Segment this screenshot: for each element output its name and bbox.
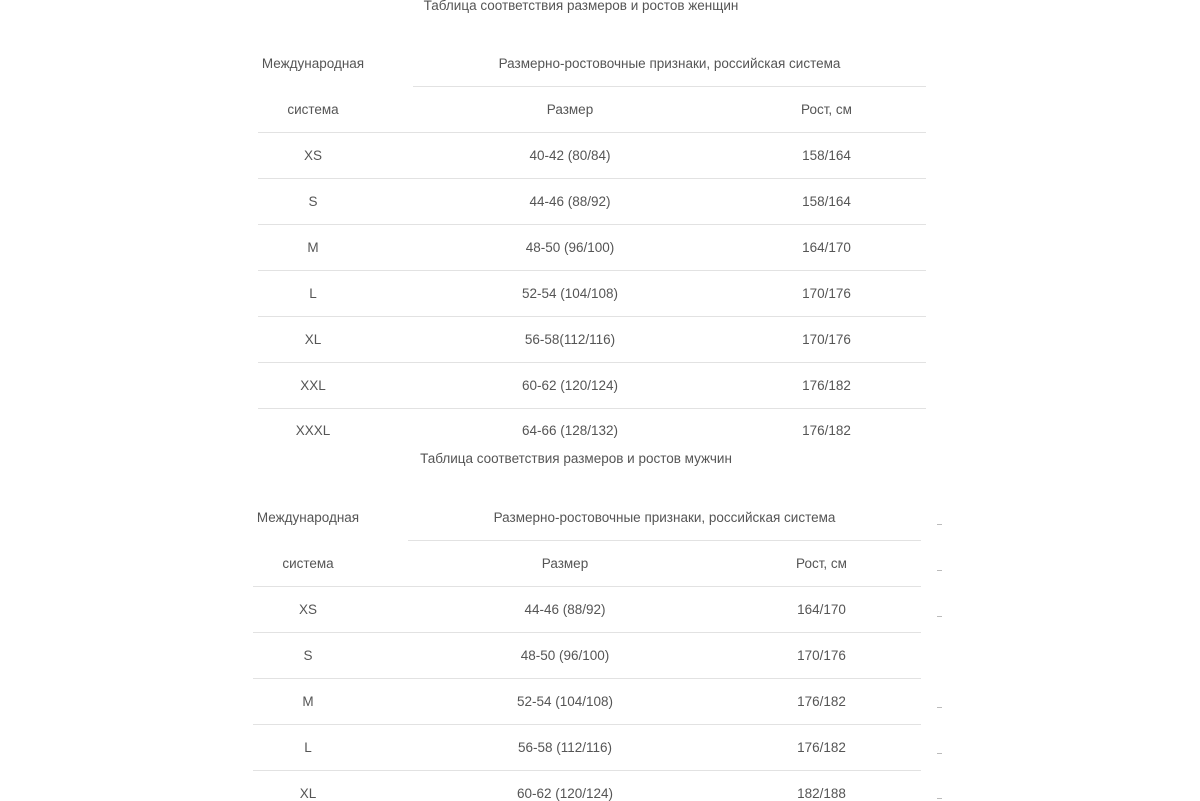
table-row-divider xyxy=(258,224,926,225)
table-cell-growth: 176/182 xyxy=(802,423,851,439)
women-table-caption: Таблица соответствия размеров и ростов женщин xyxy=(423,0,739,13)
women-header-intl-line1: Международная xyxy=(261,56,365,71)
table-cell-intl: XXL xyxy=(300,377,326,393)
table-cell-size: 48-50 (96/100) xyxy=(520,647,610,663)
edge-mark xyxy=(937,753,942,754)
table-cell-size: 60-62 (120/124) xyxy=(521,377,619,393)
table-cell-intl: XL xyxy=(304,331,322,347)
edge-mark xyxy=(937,798,942,799)
table-cell-growth: 176/182 xyxy=(797,739,846,755)
table-cell-size: 44-46 (88/92) xyxy=(529,193,611,209)
men-table-caption: Таблица соответствия размеров и ростов мужчин xyxy=(420,451,732,466)
men-header-intl-line2: система xyxy=(282,556,334,571)
table-cell-growth: 170/176 xyxy=(802,331,851,347)
table-cell-size: 44-46 (88/92) xyxy=(524,602,606,617)
edge-mark xyxy=(937,570,942,571)
edge-mark xyxy=(937,524,942,525)
table-cell-intl: L xyxy=(304,739,312,755)
table-cell-size: 52-54 (104/108) xyxy=(521,285,619,301)
table-cell-growth: 176/182 xyxy=(797,693,846,709)
table-cell-intl: S xyxy=(303,647,313,663)
women-header-divider xyxy=(258,132,926,133)
table-cell-size: 56-58(112/116) xyxy=(524,331,616,347)
men-header-size: Размер xyxy=(541,556,589,571)
men-header-intl-line1: Международная xyxy=(256,510,360,525)
table-cell-size: 52-54 (104/108) xyxy=(516,693,614,709)
table-row-divider xyxy=(258,408,926,409)
table-cell-intl: S xyxy=(308,193,318,209)
table-cell-growth: 164/170 xyxy=(797,602,846,617)
table-cell-intl: XL xyxy=(299,785,317,801)
women-header-growth: Рост, см xyxy=(801,102,852,117)
table-row-divider xyxy=(253,632,921,633)
edge-mark xyxy=(937,616,942,617)
women-header-size: Размер xyxy=(546,102,594,117)
table-cell-intl: M xyxy=(307,239,319,255)
table-cell-intl: XS xyxy=(298,602,317,617)
table-cell-intl: XXXL xyxy=(295,423,331,439)
table-cell-intl: L xyxy=(309,285,317,301)
table-cell-growth: 182/188 xyxy=(797,785,846,801)
table-cell-intl: XS xyxy=(303,148,322,163)
table-row-divider xyxy=(258,178,926,179)
table-row-divider xyxy=(253,724,921,725)
table-row-divider xyxy=(258,270,926,271)
table-row-divider xyxy=(258,316,926,317)
table-cell-size: 48-50 (96/100) xyxy=(525,239,615,255)
table-row-divider xyxy=(253,770,921,771)
edge-mark xyxy=(937,707,942,708)
table-cell-size: 56-58 (112/116) xyxy=(517,739,613,755)
table-cell-intl: M xyxy=(302,693,314,709)
table-cell-growth: 158/164 xyxy=(802,148,851,163)
table-row-divider xyxy=(258,362,926,363)
men-header-group-divider xyxy=(408,540,921,541)
table-row-divider xyxy=(253,678,921,679)
men-header-group: Размерно-ростовочные признаки, российская система xyxy=(493,510,836,525)
table-cell-size: 60-62 (120/124) xyxy=(516,785,614,801)
table-cell-size: 40-42 (80/84) xyxy=(529,148,611,163)
women-header-group-divider xyxy=(413,86,926,87)
men-header-growth: Рост, см xyxy=(796,556,847,571)
men-header-divider xyxy=(253,586,921,587)
table-cell-size: 64-66 (128/132) xyxy=(521,423,619,439)
table-cell-growth: 170/176 xyxy=(797,647,846,663)
table-cell-growth: 164/170 xyxy=(802,239,851,255)
table-cell-growth: 170/176 xyxy=(802,285,851,301)
table-cell-growth: 176/182 xyxy=(802,377,851,393)
women-header-group: Размерно-ростовочные признаки, российская система xyxy=(498,56,841,71)
women-header-intl-line2: система xyxy=(287,102,339,117)
table-cell-growth: 158/164 xyxy=(802,193,851,209)
